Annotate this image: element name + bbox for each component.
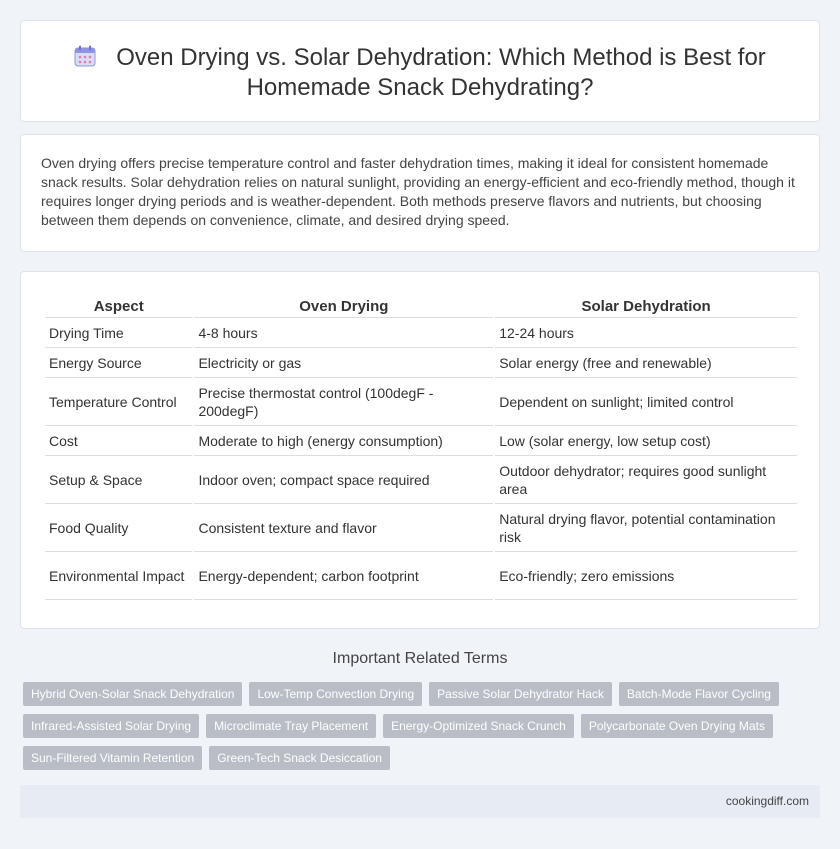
term-tag[interactable]: Low-Temp Convection Drying bbox=[249, 682, 422, 706]
term-tag[interactable]: Green-Tech Snack Desiccation bbox=[209, 746, 390, 770]
term-tag[interactable]: Microclimate Tray Placement bbox=[206, 714, 376, 738]
term-tag[interactable]: Infrared-Assisted Solar Drying bbox=[23, 714, 199, 738]
header-oven-drying: Oven Drying bbox=[194, 295, 493, 318]
table-cell: Low (solar energy, low setup cost) bbox=[495, 426, 797, 456]
table-cell: Outdoor dehydrator; requires good sunlight area bbox=[495, 456, 797, 504]
header-solar-dehydration: Solar Dehydration bbox=[495, 295, 797, 318]
title-card bbox=[20, 20, 820, 122]
table-cell: Natural drying flavor, potential contamination risk bbox=[495, 504, 797, 552]
title-line-1: Oven Drying vs. Solar Dehydration: Which Method is Best for bbox=[116, 44, 766, 71]
related-terms-list bbox=[23, 682, 823, 778]
header-aspect: Aspect bbox=[45, 295, 192, 318]
table-row bbox=[45, 426, 797, 456]
table-row bbox=[45, 552, 797, 600]
comparison-table bbox=[43, 295, 799, 600]
table-cell: Cost bbox=[45, 426, 192, 456]
table-cell: Precise thermostat control (100degF - 200degF) bbox=[194, 378, 493, 426]
table-cell: Environmental Impact bbox=[45, 552, 192, 600]
table-cell: Energy-dependent; carbon footprint bbox=[194, 552, 493, 600]
page-title bbox=[21, 43, 819, 103]
table-cell: Food Quality bbox=[45, 504, 192, 552]
footer bbox=[20, 785, 820, 818]
intro-text: Oven drying offers precise temperature control and faster dehydration times, making it ideal for consistent homemade snack results. Solar dehydration relies on natural sunlight, providing an energy-efficient and eco-friendly method, though it requires longer drying periods and is weather-dependent. Both methods preserve flavors and nutrients, but choosing between them depends on convenience, climate, and desired drying speed. bbox=[41, 155, 795, 228]
table-cell: Indoor oven; compact space required bbox=[194, 456, 493, 504]
table-cell: Solar energy (free and renewable) bbox=[495, 348, 797, 378]
table-row bbox=[45, 348, 797, 378]
table-cell: Drying Time bbox=[45, 318, 192, 348]
related-terms-title: Important Related Terms bbox=[332, 650, 508, 667]
table-row bbox=[45, 378, 797, 426]
title-line-2: Homemade Snack Dehydrating? bbox=[246, 74, 594, 101]
calendar-icon bbox=[74, 45, 96, 67]
table-row bbox=[45, 318, 797, 348]
table-row bbox=[45, 456, 797, 504]
term-tag[interactable]: Hybrid Oven-Solar Snack Dehydration bbox=[23, 682, 242, 706]
term-tag[interactable]: Passive Solar Dehydrator Hack bbox=[429, 682, 612, 706]
table-row bbox=[45, 504, 797, 552]
term-tag[interactable]: Sun-Filtered Vitamin Retention bbox=[23, 746, 202, 770]
table-cell: Consistent texture and flavor bbox=[194, 504, 493, 552]
footer-site[interactable]: cookingdiff.com bbox=[725, 794, 809, 808]
table-cell: Electricity or gas bbox=[194, 348, 493, 378]
table-cell: Temperature Control bbox=[45, 378, 192, 426]
term-tag[interactable]: Polycarbonate Oven Drying Mats bbox=[581, 714, 773, 738]
table-cell: Eco-friendly; zero emissions bbox=[495, 552, 797, 600]
table-header-row bbox=[45, 295, 797, 318]
table-cell: Dependent on sunlight; limited control bbox=[495, 378, 797, 426]
comparison-card bbox=[20, 271, 820, 629]
term-tag[interactable]: Energy-Optimized Snack Crunch bbox=[383, 714, 574, 738]
intro-card bbox=[20, 134, 820, 252]
table-cell: Energy Source bbox=[45, 348, 192, 378]
term-tag[interactable]: Batch-Mode Flavor Cycling bbox=[619, 682, 779, 706]
table-cell: Setup & Space bbox=[45, 456, 192, 504]
table-cell: 12-24 hours bbox=[495, 318, 797, 348]
table-cell: Moderate to high (energy consumption) bbox=[194, 426, 493, 456]
table-cell: 4-8 hours bbox=[194, 318, 493, 348]
